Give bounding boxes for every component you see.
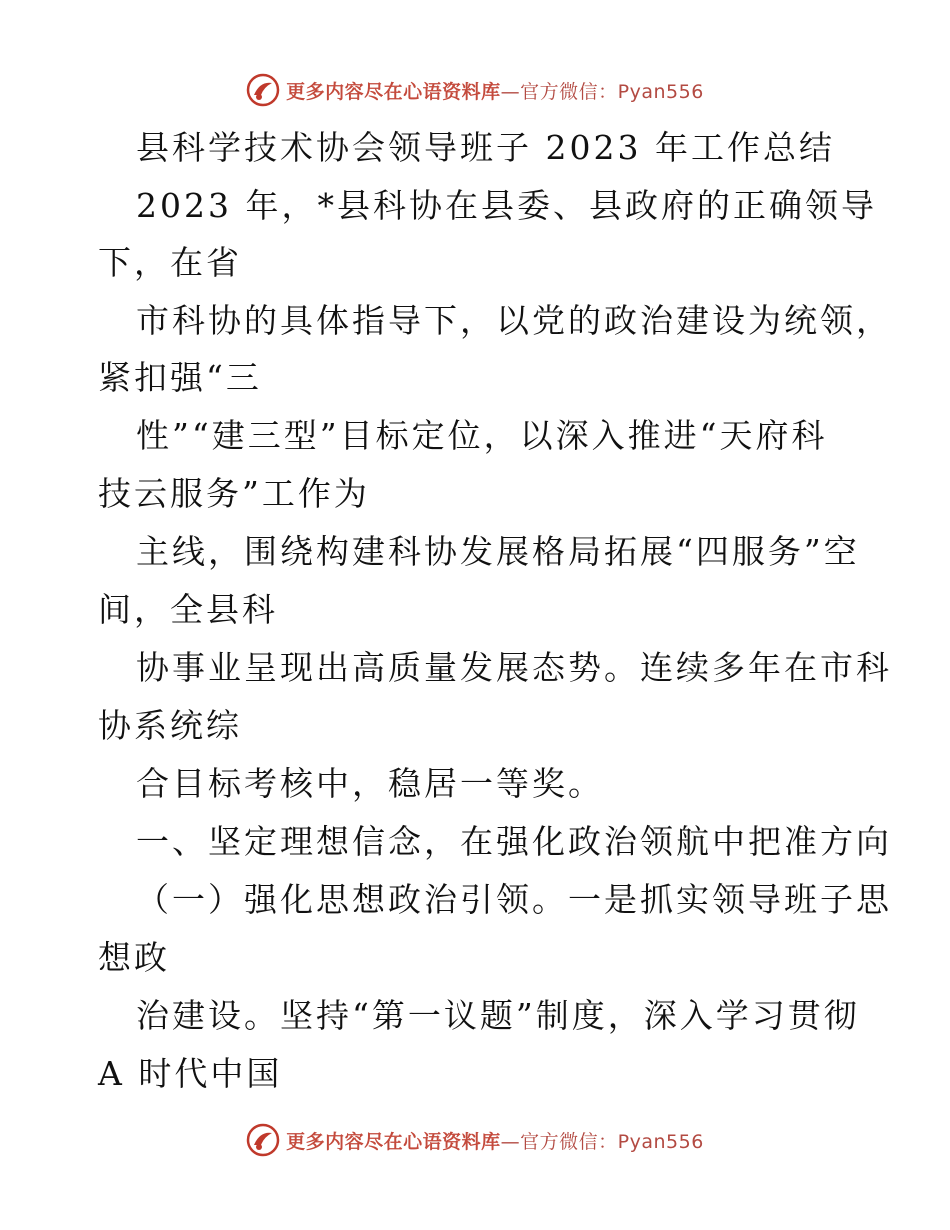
paragraph-line: 间，全县科 [98,590,278,629]
paragraph-line: 合目标考核中，稳居一等奖。 [136,764,604,803]
watermark-text: 更多内容尽在心语资料库—官方微信：Pyan556 [286,80,704,103]
watermark-text: 更多内容尽在心语资料库—官方微信：Pyan556 [286,1130,704,1153]
document-title: 县科学技术协会领导班子 2023 年工作总结 [136,128,835,167]
paragraph-line: 2023 年，*县科协在县委、县政府的正确领导 [136,186,877,225]
section-heading: 一、坚定理想信念，在强化政治领航中把准方向 [136,822,892,861]
paragraph-line: 下，在省 [98,243,242,282]
paragraph-line: 想政 [98,938,170,977]
paragraph-line: 协事业呈现出高质量发展态势。连续多年在市科 [136,648,892,687]
watermark-header [0,72,950,108]
paragraph-line: 主线，围绕构建科协发展格局拓展“四服务”空 [136,532,860,571]
paragraph-line: 市科协的具体指导下，以党的政治建设为统领， [136,301,892,340]
paragraph-line: 紧扣强“三 [98,358,262,397]
paragraph-line: 治建设。坚持“第一议题”制度，深入学习贯彻 [136,996,860,1035]
paragraph-line: 性”“建三型”目标定位，以深入推进“天府科 [136,416,828,455]
paragraph-line: A 时代中国 [98,1054,283,1093]
subsection-heading: （一）强化思想政治引领。一是抓实领导班子思 [136,880,892,919]
paragraph-line: 技云服务”工作为 [98,474,370,513]
logo-icon [246,1123,280,1157]
logo-icon [246,73,280,107]
paragraph-line: 协系统综 [98,706,242,745]
watermark-footer [0,1122,950,1158]
